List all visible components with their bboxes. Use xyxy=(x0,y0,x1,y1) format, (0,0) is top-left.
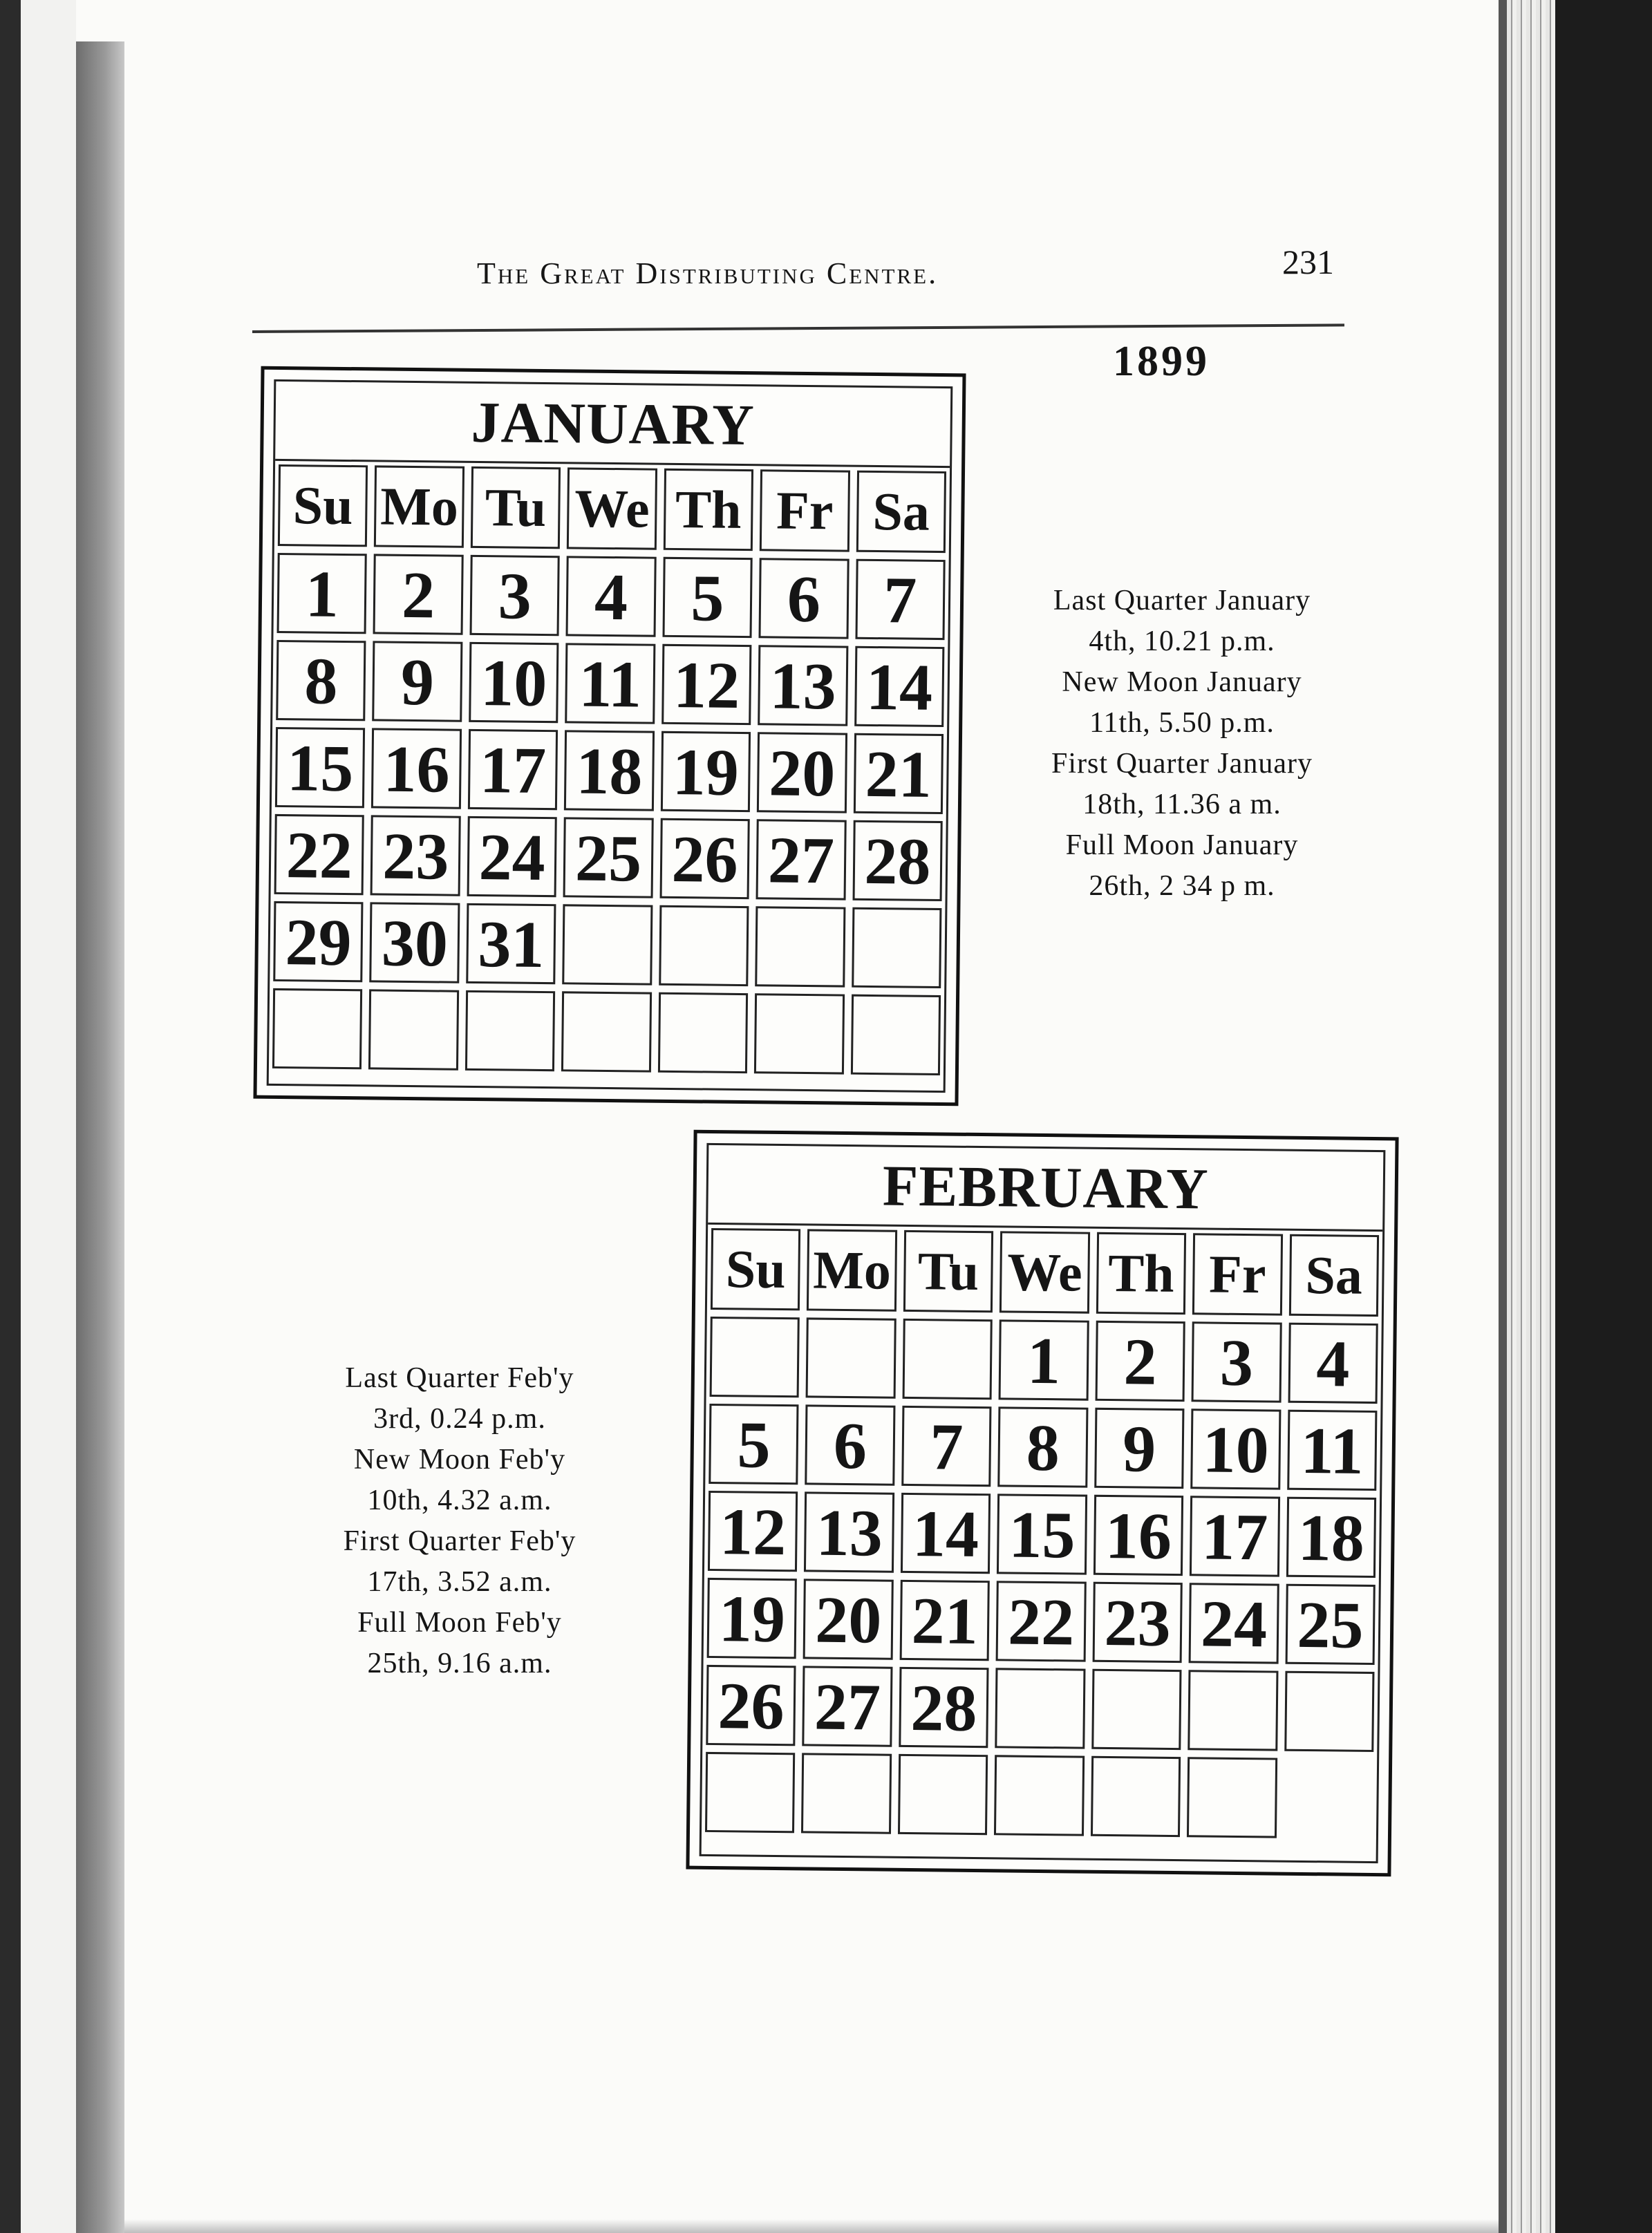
day-cell: 15 xyxy=(275,727,366,808)
moon-note: Last Quarter January xyxy=(1053,585,1311,616)
weekday-label: Tu xyxy=(471,467,561,549)
weekday-label: Fr xyxy=(760,469,850,552)
day-cell: 1 xyxy=(999,1319,1089,1400)
weekday-label: We xyxy=(567,467,657,549)
day-cell xyxy=(801,1753,892,1834)
day-cell: 4 xyxy=(566,556,657,637)
january-moon-phases xyxy=(982,581,1382,907)
day-cell: 17 xyxy=(468,729,559,810)
weekday-label: We xyxy=(999,1231,1090,1313)
day-cell: 16 xyxy=(1093,1495,1184,1576)
day-cell: 5 xyxy=(708,1404,799,1485)
february-calendar xyxy=(686,1130,1398,1877)
moon-note: New Moon January xyxy=(1062,666,1302,698)
day-cell: 21 xyxy=(853,733,944,814)
february-day-grid xyxy=(702,1313,1382,1843)
day-cell: 18 xyxy=(1286,1497,1376,1578)
day-cell: 24 xyxy=(467,816,557,897)
day-cell: 8 xyxy=(998,1406,1089,1487)
january-calendar-frame xyxy=(267,379,953,1093)
day-cell: 24 xyxy=(1189,1583,1279,1664)
day-cell xyxy=(1284,1671,1375,1752)
day-cell: 28 xyxy=(899,1667,989,1748)
day-cell: 22 xyxy=(274,814,365,895)
month-title: FEBRUARY xyxy=(708,1145,1383,1232)
day-cell: 4 xyxy=(1288,1323,1378,1404)
day-cell xyxy=(754,993,845,1074)
day-cell xyxy=(806,1317,897,1398)
moon-note: First Quarter Feb'y xyxy=(343,1525,576,1557)
day-cell xyxy=(659,905,749,986)
weekday-label: Su xyxy=(278,464,368,547)
book-gutter-shadow xyxy=(76,41,124,2233)
day-cell: 27 xyxy=(756,819,847,900)
weekday-header-row xyxy=(707,1225,1382,1320)
day-cell: 25 xyxy=(1285,1584,1376,1665)
day-cell: 1 xyxy=(277,553,368,634)
day-cell: 2 xyxy=(1095,1321,1185,1402)
day-cell: 7 xyxy=(855,559,946,640)
year-heading: 1899 xyxy=(1113,338,1210,385)
weekday-label: Mo xyxy=(374,465,464,547)
running-head: The Great Distributing Centre. xyxy=(477,256,939,290)
day-cell xyxy=(1091,1669,1182,1750)
day-cell: 12 xyxy=(708,1491,798,1572)
day-cell: 3 xyxy=(469,555,560,636)
page-edge-line xyxy=(1499,0,1507,2233)
day-cell xyxy=(898,1754,988,1835)
day-cell xyxy=(368,989,459,1070)
moon-note: New Moon Feb'y xyxy=(353,1444,566,1476)
book-edge-right xyxy=(1555,0,1652,2233)
day-cell: 23 xyxy=(370,815,461,896)
day-cell: 6 xyxy=(759,558,850,639)
day-cell xyxy=(563,904,653,985)
weekday-label: Th xyxy=(664,469,754,551)
weekday-label: Fr xyxy=(1192,1233,1283,1315)
day-cell: 27 xyxy=(802,1666,893,1746)
moon-note: 17th, 3.52 a.m. xyxy=(367,1566,552,1598)
day-cell xyxy=(705,1752,796,1833)
day-cell: 5 xyxy=(662,557,753,638)
day-cell: 10 xyxy=(1190,1408,1281,1489)
february-moon-phases xyxy=(270,1358,650,1684)
day-cell: 26 xyxy=(659,818,750,899)
day-cell xyxy=(1091,1756,1181,1837)
day-cell: 18 xyxy=(564,730,655,811)
page-bottom-shadow xyxy=(124,2219,1499,2233)
day-cell xyxy=(272,988,363,1069)
day-cell: 25 xyxy=(563,817,654,898)
day-cell xyxy=(755,906,845,987)
day-cell xyxy=(994,1755,1085,1836)
moon-note: 3rd, 0.24 p.m. xyxy=(373,1403,546,1435)
day-cell: 15 xyxy=(997,1494,1087,1574)
day-cell xyxy=(561,991,652,1072)
day-cell: 8 xyxy=(276,640,366,721)
book-edge-left xyxy=(0,0,21,2233)
day-cell: 16 xyxy=(371,728,462,809)
day-cell: 9 xyxy=(373,641,463,722)
moon-note: 18th, 11.36 a m. xyxy=(1082,789,1282,820)
day-cell: 3 xyxy=(1192,1321,1282,1402)
day-cell: 6 xyxy=(805,1404,896,1485)
day-cell xyxy=(995,1668,1086,1749)
weekday-label: Sa xyxy=(1288,1234,1379,1317)
day-cell: 7 xyxy=(901,1406,992,1487)
moon-note: 26th, 2 34 p m. xyxy=(1089,870,1275,902)
day-cell: 28 xyxy=(852,820,943,901)
day-cell: 30 xyxy=(370,902,460,983)
moon-note: 25th, 9.16 a.m. xyxy=(367,1648,552,1679)
moon-note: 10th, 4.32 a.m. xyxy=(367,1485,552,1516)
day-cell: 19 xyxy=(707,1578,798,1659)
day-cell: 19 xyxy=(661,731,751,812)
day-cell: 12 xyxy=(661,644,752,725)
day-cell xyxy=(902,1319,993,1400)
day-cell: 13 xyxy=(758,645,848,726)
month-title: JANUARY xyxy=(275,381,950,468)
day-cell: 11 xyxy=(565,643,655,724)
day-cell: 23 xyxy=(1092,1582,1183,1663)
moon-note: Full Moon January xyxy=(1065,829,1299,861)
facing-page-margin xyxy=(21,0,76,2233)
moon-note: Full Moon Feb'y xyxy=(357,1607,562,1639)
page-number: 231 xyxy=(1282,243,1334,281)
moon-note: First Quarter January xyxy=(1051,748,1313,780)
weekday-label: Mo xyxy=(807,1229,897,1311)
day-cell: 20 xyxy=(803,1579,894,1659)
moon-note: Last Quarter Feb'y xyxy=(345,1362,574,1394)
day-cell xyxy=(658,992,749,1073)
weekday-label: Th xyxy=(1096,1232,1187,1315)
day-cell: 11 xyxy=(1287,1410,1378,1491)
day-cell xyxy=(1188,1670,1278,1751)
day-cell xyxy=(850,995,941,1075)
day-cell: 21 xyxy=(899,1580,990,1661)
day-cell xyxy=(852,907,942,988)
january-calendar xyxy=(253,366,966,1106)
weekday-label: Sa xyxy=(856,471,946,553)
day-cell: 26 xyxy=(706,1665,796,1746)
page-stack-edge xyxy=(1507,0,1555,2233)
day-cell: 14 xyxy=(901,1493,991,1574)
day-cell: 31 xyxy=(466,903,556,984)
day-cell: 10 xyxy=(469,642,559,723)
day-cell: 17 xyxy=(1190,1496,1280,1576)
moon-note: 4th, 10.21 p.m. xyxy=(1089,625,1275,657)
day-cell: 14 xyxy=(854,646,945,727)
day-cell xyxy=(1187,1757,1277,1838)
day-cell: 9 xyxy=(1094,1408,1185,1489)
day-cell xyxy=(710,1317,800,1397)
day-cell xyxy=(465,990,556,1071)
day-cell: 13 xyxy=(804,1491,894,1572)
day-cell: 22 xyxy=(996,1581,1087,1661)
weekday-label: Tu xyxy=(903,1230,994,1312)
day-cell: 2 xyxy=(373,554,464,634)
weekday-header-row xyxy=(274,461,950,556)
weekday-label: Su xyxy=(711,1228,801,1310)
day-cell: 29 xyxy=(273,901,364,982)
header-rule xyxy=(252,323,1344,333)
february-calendar-frame xyxy=(700,1143,1386,1863)
day-cell: 20 xyxy=(757,732,847,813)
moon-note: 11th, 5.50 p.m. xyxy=(1089,707,1275,739)
january-day-grid xyxy=(269,549,949,1079)
